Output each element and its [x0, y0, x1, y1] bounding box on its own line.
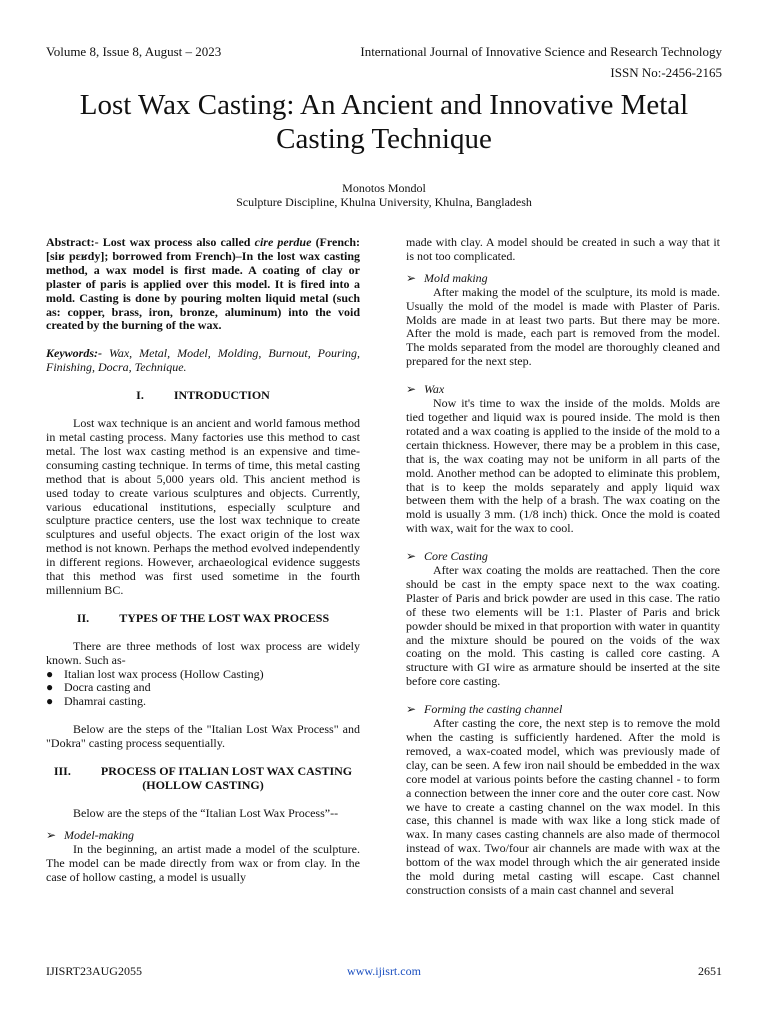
subheading-casting-channel: ➢ Forming the casting channel [406, 702, 563, 717]
subheading-core-casting: ➢ Core Casting [406, 549, 488, 564]
journal-name: International Journal of Innovative Science and Research Technology [360, 44, 722, 59]
casting-channel-text: After casting the core, the next step is to remove the mold when the casting is sufficiently hardened. After the mold is removed, a wax-coated model, which was previously made of clay, can be seen. A few iron nail should be embedded in the wax core model at various points before the casting channel - to form a connection between the inner core and the outer core cast. Now we have to create a casting channel on the wax model. In this case, this channel is made with wax like a long stick made of wax. In many cases casting channels are also made of thermocol instead of wax. Two/four air channels are made with wax at the bottom of the wax model through which the air generated inside the mold during metal casting will escape. Cast channel construction consists of a main cast channel and several [406, 716, 720, 897]
core-casting-text: After wax coating the molds are reattached. Then the core should be cast in the empty space next to the wax coating. Plaster of Paris and brick powder are used in this case. The ratio of these two elements will be 1:1. Plaster of Paris and brick powder should be mixed in that proportion with water in quantity and the mixture should be poured on the voids of the wax coating on the mold. This casting is called core casting. A structure with GI wire as armature should be inserted at the site before core casting. [406, 563, 720, 689]
list-item: ● Dhamrai casting. [46, 694, 146, 709]
author-affiliation: Sculpture Discipline, Khulna University, Khulna, Bangladesh [236, 195, 532, 209]
section-heading-introduction: I. INTRODUCTION [136, 388, 270, 403]
types-after: Below are the steps of the "Italian Lost Wax Process" and "Dokra" casting process sequentially. [46, 722, 360, 751]
keywords [46, 347, 360, 375]
arrow-bullet-icon: ➢ [406, 382, 417, 397]
left-column [46, 236, 360, 884]
abstract-body: (French: [siʁ pɛʁdy]; borrowed from French)–In the lost wax casting method, a wax model is first made. A coating of clay or plaster of paris is applied over this model. It is fired into a mold. Casting is done by pouring molten liquid metal (such as: copper, brass, iron, bronze, aluminum) into the void created by the burning of the wax. [46, 235, 360, 333]
abstract-term: cire perdue [254, 235, 312, 249]
section-heading-process: III. PROCESS OF ITALIAN LOST WAX CASTING [53, 764, 353, 779]
arrow-bullet-icon: ➢ [406, 549, 417, 564]
arrow-bullet-icon: ➢ [406, 702, 417, 717]
subheading-mold-making: ➢ Mold making [406, 270, 488, 285]
section-heading-process-sub: (HOLLOW CASTING) [142, 778, 264, 792]
types-list [46, 668, 360, 710]
process-intro: Below are the steps of the “Italian Lost Wax Process”-- [73, 805, 339, 820]
arrow-bullet-icon: ➢ [46, 827, 57, 842]
page-number: 2651 [698, 964, 722, 978]
wax-text: Now it's time to wax the inside of the molds. Molds are tied together and liquid wax is poured inside. The mold is then rotated and a wax coating is applied to the inside of the mold to a certain thickness. However, there may be a problem in this case, that is, the wax coating may not be uniform in all parts of the mold. Another method can be adopted to eliminate this problem, that is to keep the molds separately and apply liquid wax between them with the help of a brash. The wax coating on the mold is usually 3 mm. (1/8 inch) thick. Once the mold is coated with wax, wait for the wax to cool. [406, 396, 720, 536]
right-column [406, 236, 720, 898]
abstract-pre: Lost wax process also called [98, 235, 255, 249]
issn: ISSN No:-2456-2165 [610, 65, 722, 80]
volume-info: Volume 8, Issue 8, August – 2023 [46, 44, 222, 59]
types-intro: There are three methods of lost wax process are widely known. Such as- [46, 638, 360, 667]
abstract [46, 236, 360, 333]
subheading-model-making: ➢ Model-making [46, 827, 134, 842]
list-item: ● Docra casting and [46, 680, 151, 695]
subheading-wax: ➢ Wax [406, 382, 445, 397]
model-making-continued: made with clay. A model should be created in such a way that it is not too complicated. [406, 235, 720, 263]
paper-title: Lost Wax Casting: An Ancient and Innovative Metal Casting Technique [79, 89, 689, 155]
paper-code: IJISRT23AUG2055 [46, 964, 142, 978]
website-link[interactable]: www.ijisrt.com [347, 964, 421, 978]
arrow-bullet-icon: ➢ [406, 270, 417, 285]
model-making-text: In the beginning, an artist made a model of the sculpture. The model can be made directly from wax or from clay. In the case of hollow casting, a model is usually [46, 841, 360, 884]
section-heading-types: II. TYPES OF THE LOST WAX PROCESS [76, 610, 330, 625]
keywords-text: Wax, Metal, Model, Molding, Burnout, Pouring, Finishing, Docra, Technique. [46, 346, 360, 375]
mold-making-text: After making the model of the sculpture, its mold is made. Usually the mold of the model is made with Plaster of Paris. Molds are made in at least two parts. But there may be more. After the mold is made, each part is removed from the model. The molds separated from the model are thoroughly cleaned and prepared for the next step. [406, 284, 720, 369]
list-item: ● Italian lost wax process (Hollow Casting) [46, 666, 264, 681]
author-name: Monotos Mondol [342, 181, 426, 195]
introduction-text: Lost wax technique is an ancient and world famous method in metal casting process. Many factories use this method to cast metal. The lost wax casting method is an expensive and time-consuming casting technique. In terms of time, this metal casting method that is about 5,000 years old. This ancient method is used today to create various sculptures and objects. Currently, various educational institutions, especially sculpture and sculpture practice centers, use the lost wax technique to create sculptures and useful objects. The exact origin of the lost wax method is not known. Perhaps the method evolved independently in different regions. However, archaeological evidence suggests that this method was first used sometime in the fourth millennium BC. [46, 416, 360, 597]
abstract-label: Abstract:- [46, 235, 99, 249]
keywords-label: Keywords:- [46, 346, 102, 361]
